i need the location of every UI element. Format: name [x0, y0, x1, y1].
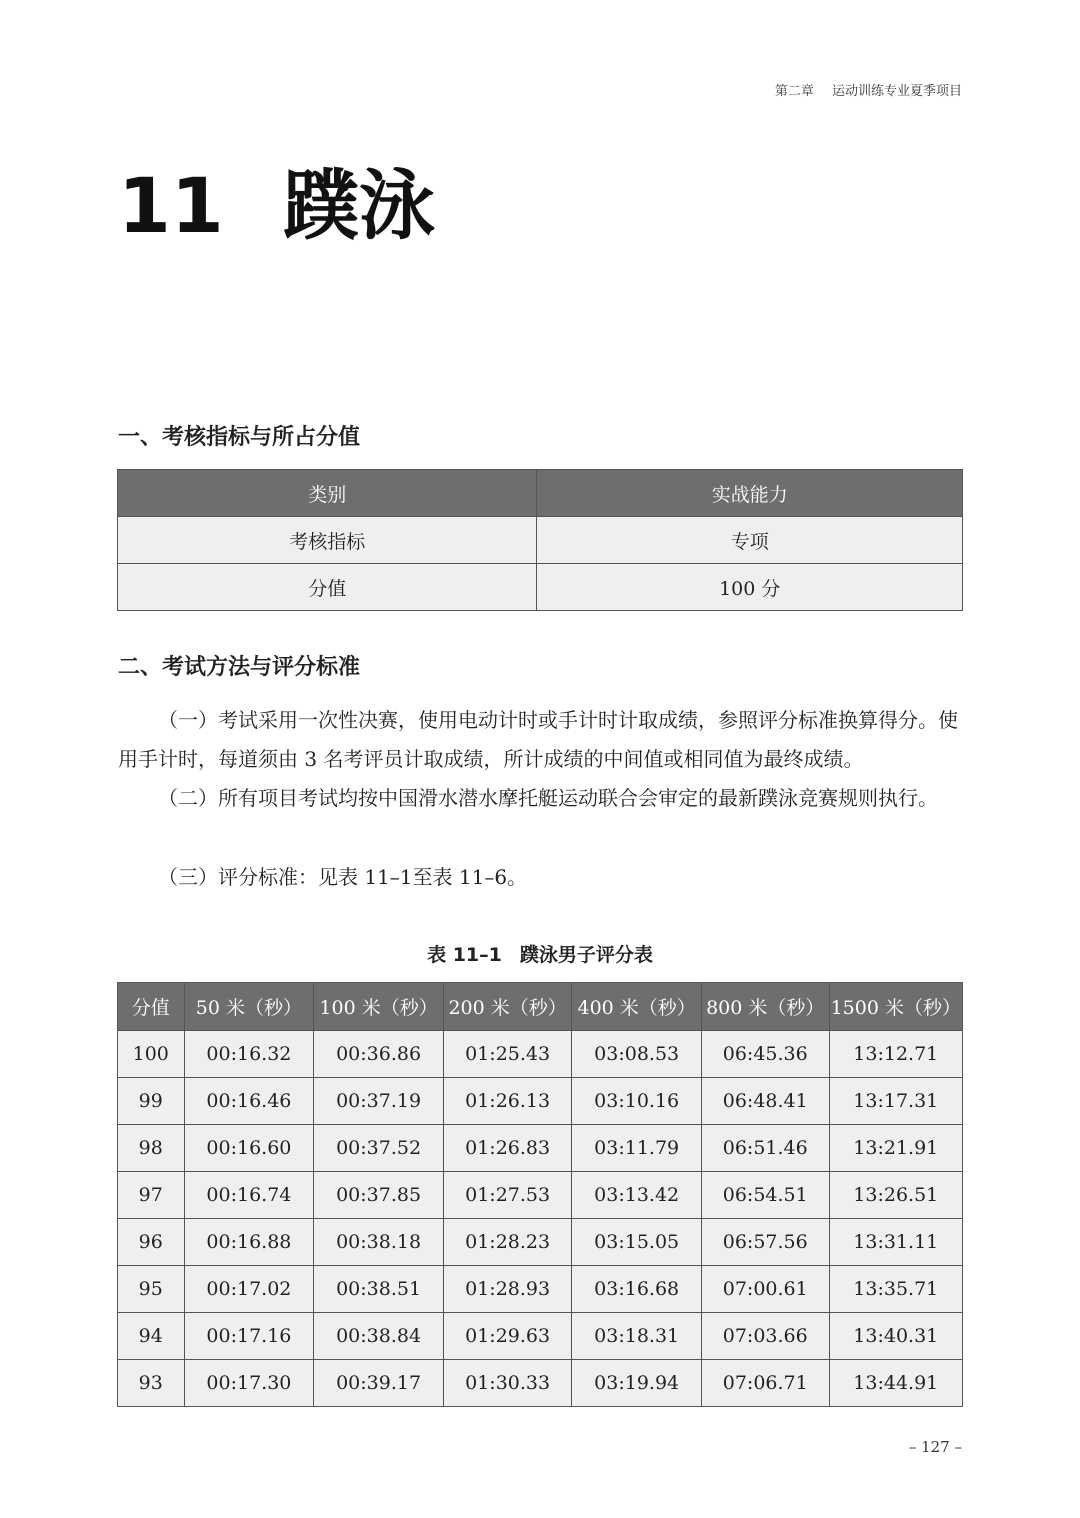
- time-cell: 13:35.71: [829, 1266, 962, 1313]
- summary-table: [117, 469, 963, 611]
- score-value-cell: 94: [118, 1313, 185, 1360]
- score-header-cell: 400 米（秒）: [572, 983, 702, 1031]
- summary-table-header-row: [118, 470, 963, 517]
- time-cell: 06:57.56: [701, 1219, 829, 1266]
- time-cell: 13:17.31: [829, 1078, 962, 1125]
- time-cell: 07:06.71: [701, 1360, 829, 1407]
- summary-cell: 100 分: [537, 564, 963, 611]
- time-cell: 01:28.93: [443, 1266, 572, 1313]
- time-cell: 00:37.52: [314, 1125, 444, 1172]
- section-heading-2: 二、考试方法与评分标准: [118, 654, 361, 680]
- score-value-cell: 97: [118, 1172, 185, 1219]
- time-cell: 00:16.32: [184, 1031, 314, 1078]
- score-value-cell: 93: [118, 1360, 185, 1407]
- table-row: [118, 1031, 963, 1078]
- table-row: [118, 1172, 963, 1219]
- table-row: [118, 1266, 963, 1313]
- score-value-cell: 98: [118, 1125, 185, 1172]
- summary-cell: 考核指标: [118, 517, 537, 564]
- table-row: [118, 1219, 963, 1266]
- time-cell: 13:44.91: [829, 1360, 962, 1407]
- time-cell: 03:18.31: [572, 1313, 702, 1360]
- time-cell: 00:37.85: [314, 1172, 444, 1219]
- table-caption: [0, 940, 1080, 967]
- time-cell: 06:54.51: [701, 1172, 829, 1219]
- summary-header-cell: 实战能力: [537, 470, 963, 517]
- table-row: [118, 1360, 963, 1407]
- summary-table-row: [118, 517, 963, 564]
- time-cell: 00:38.51: [314, 1266, 444, 1313]
- score-header-cell: 200 米（秒）: [443, 983, 572, 1031]
- time-cell: 00:16.74: [184, 1172, 314, 1219]
- time-cell: 00:17.30: [184, 1360, 314, 1407]
- time-cell: 01:27.53: [443, 1172, 572, 1219]
- score-value-cell: 96: [118, 1219, 185, 1266]
- time-cell: 07:03.66: [701, 1313, 829, 1360]
- time-cell: 01:30.33: [443, 1360, 572, 1407]
- time-cell: 00:16.46: [184, 1078, 314, 1125]
- summary-cell: 分值: [118, 564, 537, 611]
- summary-table-row: [118, 564, 963, 611]
- score-table: [117, 982, 963, 1407]
- time-cell: 00:16.88: [184, 1219, 314, 1266]
- time-cell: 03:13.42: [572, 1172, 702, 1219]
- chapter-name: 蹼泳: [283, 161, 435, 250]
- score-header-cell: 分值: [118, 983, 185, 1031]
- paragraph: （三）评分标准：见表 11–1至表 11–6。: [158, 865, 528, 889]
- score-table-header-row: [118, 983, 963, 1031]
- time-cell: 01:28.23: [443, 1219, 572, 1266]
- time-cell: 03:08.53: [572, 1031, 702, 1078]
- time-cell: 13:31.11: [829, 1219, 962, 1266]
- table-caption-number: 表 11–1: [427, 944, 502, 966]
- chapter-number: 11: [118, 161, 224, 250]
- section-heading-1: 一、考核指标与所占分值: [118, 424, 361, 450]
- score-value-cell: 95: [118, 1266, 185, 1313]
- table-row: [118, 1313, 963, 1360]
- time-cell: 03:10.16: [572, 1078, 702, 1125]
- score-header-cell: 1500 米（秒）: [829, 983, 962, 1031]
- time-cell: 13:26.51: [829, 1172, 962, 1219]
- score-value-cell: 100: [118, 1031, 185, 1078]
- score-header-cell: 800 米（秒）: [701, 983, 829, 1031]
- time-cell: 13:40.31: [829, 1313, 962, 1360]
- table-row: [118, 1078, 963, 1125]
- time-cell: 00:36.86: [314, 1031, 444, 1078]
- score-value-cell: 99: [118, 1078, 185, 1125]
- score-header-cell: 50 米（秒）: [184, 983, 314, 1031]
- paragraph: （一）考试采用一次性决赛，使用电动计时或手计时计取成绩，参照评分标准换算得分。使用手计时，每道须由 3 名考评员计取成绩，所计成绩的中间值或相同值为最终成绩。: [118, 708, 958, 771]
- time-cell: 00:38.18: [314, 1219, 444, 1266]
- paragraph: （二）所有项目考试均按中国滑水潜水摩托艇运动联合会审定的最新蹼泳竞赛规则执行。: [158, 786, 938, 810]
- running-head-chapter: 第二章: [774, 84, 814, 99]
- time-cell: 13:12.71: [829, 1031, 962, 1078]
- time-cell: 00:38.84: [314, 1313, 444, 1360]
- running-head-title: 运动训练专业夏季项目: [831, 84, 962, 99]
- chapter-title: [118, 161, 435, 250]
- running-head: [775, 80, 962, 99]
- time-cell: 07:00.61: [701, 1266, 829, 1313]
- time-cell: 01:29.63: [443, 1313, 572, 1360]
- time-cell: 00:37.19: [314, 1078, 444, 1125]
- time-cell: 06:51.46: [701, 1125, 829, 1172]
- time-cell: 03:11.79: [572, 1125, 702, 1172]
- time-cell: 03:16.68: [572, 1266, 702, 1313]
- time-cell: 03:15.05: [572, 1219, 702, 1266]
- score-header-cell: 100 米（秒）: [314, 983, 444, 1031]
- time-cell: 00:17.02: [184, 1266, 314, 1313]
- summary-cell: 专项: [537, 517, 963, 564]
- time-cell: 01:25.43: [443, 1031, 572, 1078]
- time-cell: 00:39.17: [314, 1360, 444, 1407]
- time-cell: 00:16.60: [184, 1125, 314, 1172]
- time-cell: 03:19.94: [572, 1360, 702, 1407]
- time-cell: 13:21.91: [829, 1125, 962, 1172]
- time-cell: 01:26.83: [443, 1125, 572, 1172]
- time-cell: 01:26.13: [443, 1078, 572, 1125]
- summary-header-cell: 类别: [118, 470, 537, 517]
- table-caption-title: 蹼泳男子评分表: [519, 944, 653, 966]
- page-number: – 127 –: [908, 1438, 962, 1456]
- time-cell: 00:17.16: [184, 1313, 314, 1360]
- time-cell: 06:45.36: [701, 1031, 829, 1078]
- time-cell: 06:48.41: [701, 1078, 829, 1125]
- score-table-body: [118, 1031, 963, 1407]
- table-row: [118, 1125, 963, 1172]
